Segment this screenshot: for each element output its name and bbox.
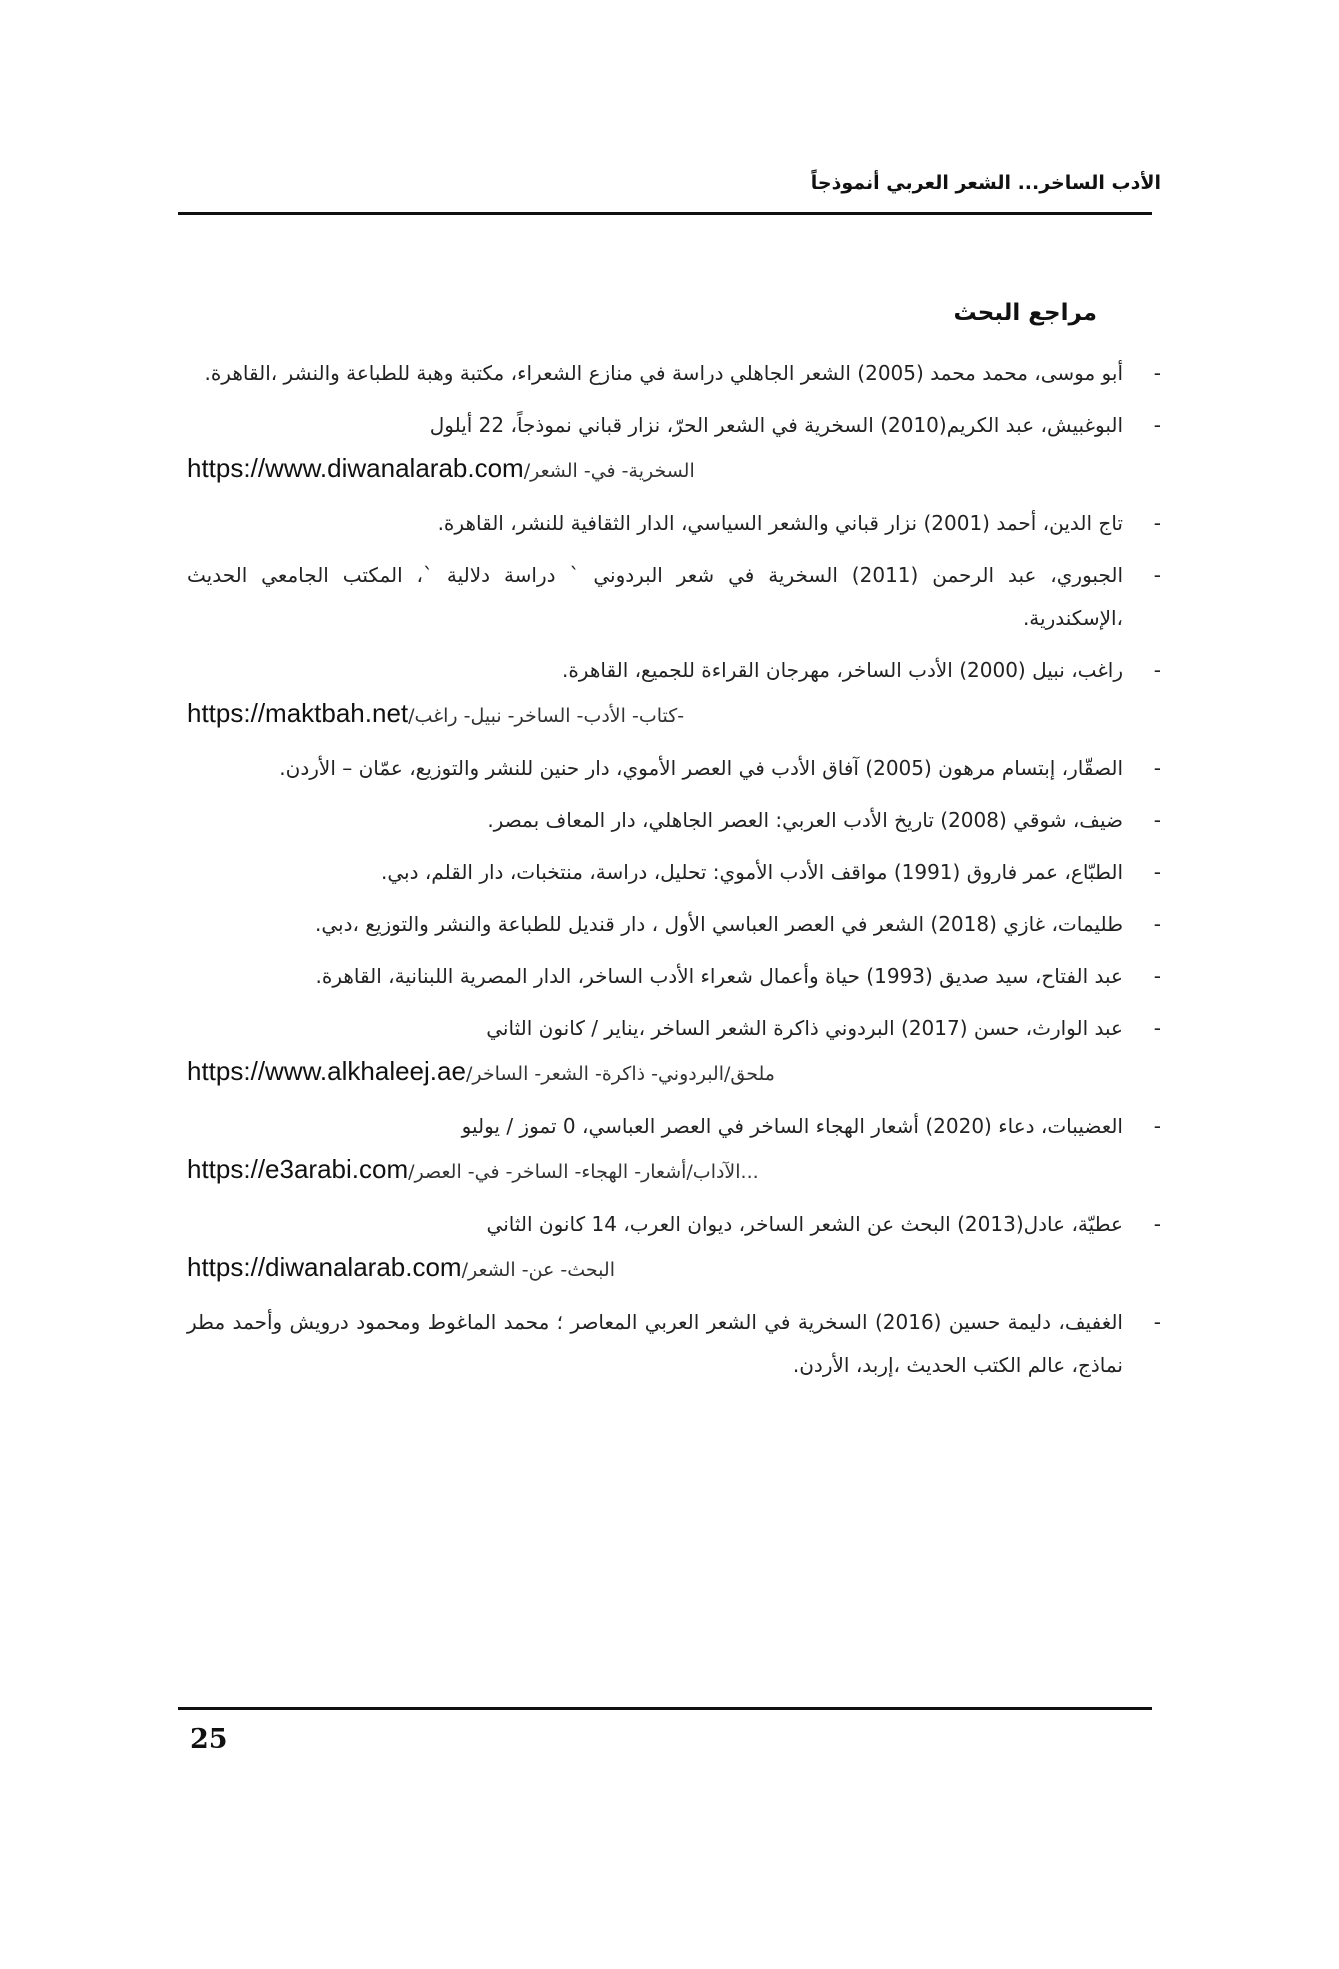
reference-text: الطبّاع، عمر فاروق (1991) مواقف الأدب الأموي: تحليل، دراسة، منتخبات، دار القلم، دبي.: [380, 860, 1123, 884]
reference-url[interactable]: [187, 447, 1161, 493]
url-domain[interactable]: https://diwanalarab.com: [187, 1252, 462, 1282]
reference-item: [187, 554, 1161, 640]
reference-text: أبو موسى، محمد محمد (2005) الشعر الجاهلي دراسة في منازع الشعراء، مكتبة وهبة للطباعة والنشر ،القاهرة.: [204, 361, 1123, 385]
list-dash: -: [1153, 563, 1161, 587]
reference-text: الجبوري، عبد الرحمن (2011) السخرية في شعر البردوني ` دراسة دلالية `، المكتب الجامعي الحديث ،الإسكندرية.: [187, 563, 1124, 630]
reference-text: عبد الوارث، حسن (2017) البردوني ذاكرة الشعر الساخر ،يناير / كانون الثاني: [486, 1016, 1123, 1040]
list-dash: -: [1153, 912, 1161, 936]
list-dash: -: [1153, 413, 1161, 437]
reference-item: [187, 747, 1161, 790]
reference-item: [187, 1203, 1161, 1292]
references-list: [187, 352, 1161, 1396]
url-slug[interactable]: /ملحق/البردوني- ذاكرة- الشعر- الساخر: [465, 1063, 775, 1085]
reference-text: عطيّة، عادل(2013) البحث عن الشعر الساخر، ديوان العرب، 14 كانون الثاني: [486, 1212, 1123, 1236]
reference-text: الصقّار، إبتسام مرهون (2005) آفاق الأدب في العصر الأموي، دار حنين للنشر والتوزيع، عمّان – الأردن.: [279, 756, 1123, 780]
reference-text: طليمات، غازي (2018) الشعر في العصر العباسي الأول ، دار قنديل للطباعة والنشر والتوزيع ،دبي.: [314, 912, 1123, 936]
reference-text: تاج الدين، أحمد (2001) نزار قباني والشعر السياسي، الدار الثقافية للنشر، القاهرة.: [437, 511, 1123, 535]
reference-text: راغب، نبيل (2000) الأدب الساخر، مهرجان القراءة للجميع، القاهرة.: [561, 658, 1123, 682]
list-dash: -: [1153, 808, 1161, 832]
list-dash: -: [1153, 361, 1161, 385]
list-dash: -: [1153, 1212, 1161, 1236]
reference-item: [187, 649, 1161, 738]
reference-text: العضيبات، دعاء (2020) أشعار الهجاء الساخر في العصر العباسي، 0 تموز / يوليو: [461, 1114, 1123, 1138]
reference-item: [187, 502, 1161, 545]
footer-rule: [178, 1707, 1152, 1710]
reference-item: [187, 352, 1161, 395]
reference-item: [187, 1105, 1161, 1194]
list-dash: -: [1153, 1114, 1161, 1138]
list-dash: -: [1153, 511, 1161, 535]
list-dash: -: [1153, 964, 1161, 988]
reference-url[interactable]: [187, 1050, 1161, 1096]
url-domain[interactable]: https://www.diwanalarab.com: [187, 453, 524, 483]
url-slug[interactable]: /الآداب/أشعار- الهجاء- الساخر- في- العصر...: [408, 1161, 759, 1183]
url-slug[interactable]: /كتاب- الأدب- الساخر- نبيل- راغب-: [408, 705, 685, 727]
url-slug[interactable]: /البحث- عن- الشعر: [461, 1259, 615, 1281]
running-header: الأدب الساخر... الشعر العربي أنموذجاً: [810, 172, 1161, 194]
reference-item: [187, 851, 1161, 894]
header-rule: [178, 212, 1152, 215]
reference-item: [187, 404, 1161, 493]
reference-text: البوغبيش، عبد الكريم(2010) السخرية في الشعر الحرّ، نزار قباني نموذجاً، 22 أيلول: [429, 413, 1123, 437]
list-dash: -: [1153, 860, 1161, 884]
reference-item: [187, 1301, 1161, 1387]
url-domain[interactable]: https://e3arabi.com: [187, 1154, 409, 1184]
url-domain[interactable]: https://maktbah.net: [187, 698, 409, 728]
reference-text: عبد الفتاح، سيد صديق (1993) حياة وأعمال شعراء الأدب الساخر، الدار المصرية اللبنانية، القاهرة.: [315, 964, 1123, 988]
page-number: 25: [190, 1724, 228, 1755]
reference-item: [187, 799, 1161, 842]
section-title: مراجع البحث: [953, 300, 1097, 326]
list-dash: -: [1153, 756, 1161, 780]
reference-item: [187, 1007, 1161, 1096]
url-domain[interactable]: https://www.alkhaleej.ae: [187, 1056, 466, 1086]
reference-url[interactable]: [187, 1246, 1161, 1292]
reference-text: ضيف، شوقي (2008) تاريخ الأدب العربي: العصر الجاهلي، دار المعاف بمصر.: [487, 808, 1123, 832]
reference-text: الغفيف، دليمة حسين (2016) السخرية في الشعر العربي المعاصر ؛ محمد الماغوط ومحمود درويش وأحمد مطر نماذج، عالم الكتب الحديث ،إربد، الأردن.: [187, 1310, 1123, 1377]
list-dash: -: [1153, 1016, 1161, 1040]
list-dash: -: [1153, 658, 1161, 682]
reference-item: [187, 903, 1161, 946]
list-dash: -: [1153, 1310, 1161, 1334]
url-slug[interactable]: /السخرية- في- الشعر: [523, 460, 695, 482]
reference-item: [187, 955, 1161, 998]
reference-url[interactable]: [187, 1148, 1161, 1194]
reference-url[interactable]: [187, 692, 1161, 738]
